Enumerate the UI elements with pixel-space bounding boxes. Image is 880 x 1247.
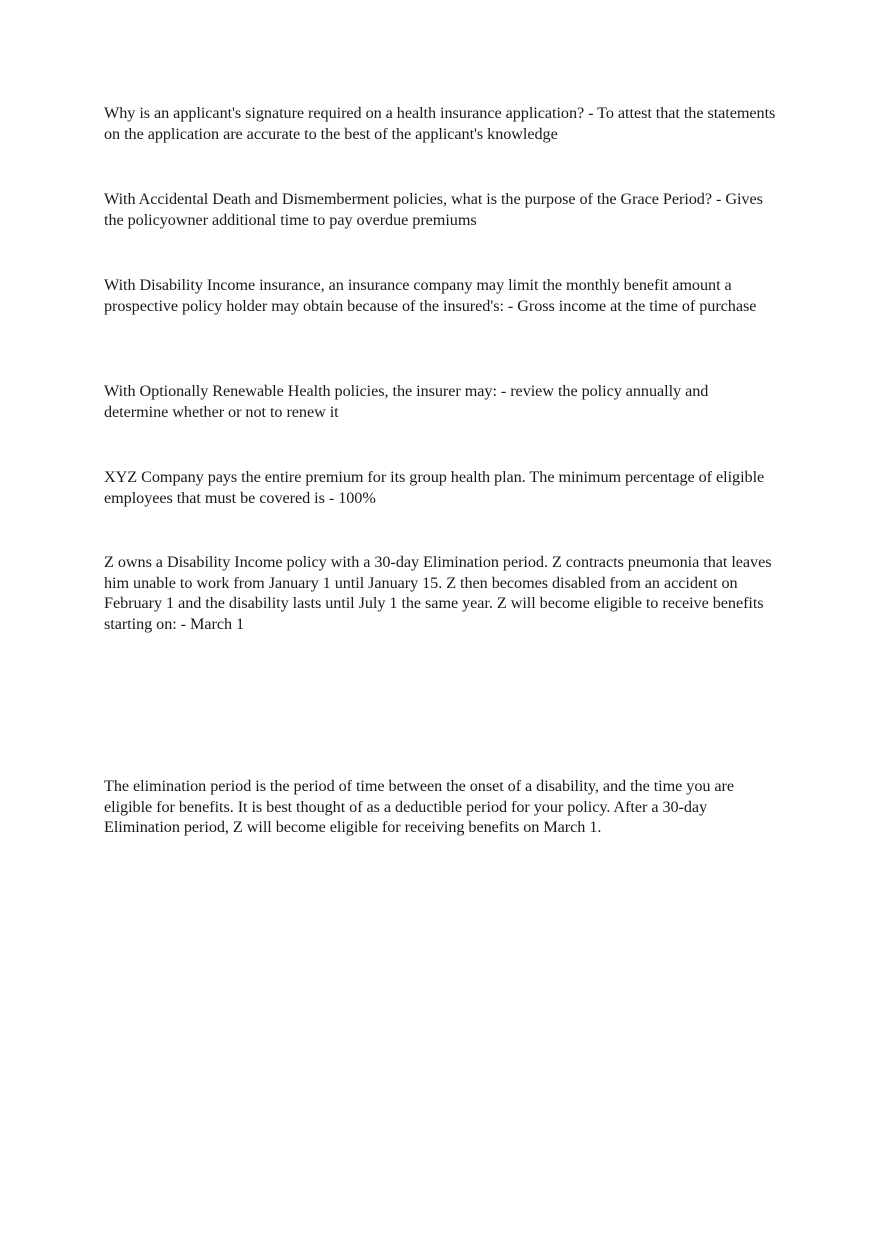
explanation-paragraph: The elimination period is the period of time between the onset of a disability, and the time you are eligible for benefits. It is best thought of as a deductible period for your policy. After a 30-day Elimination period, Z will become eligible for receiving benefits on March 1. [104, 777, 735, 837]
qa-item-grace-period: With Accidental Death and Dismemberment policies, what is the purpose of the Grace Period? - Gives the policyowner additional time to pay overdue premiums [104, 190, 763, 229]
qa-item-benefit-limit: With Disability Income insurance, an insurance company may limit the monthly benefit amount a prospective policy holder may obtain because of the insured's: - Gross income at the time of purchase [104, 276, 757, 315]
qa-item-group-plan-participation: XYZ Company pays the entire premium for its group health plan. The minimum percentage of eligible employees that must be covered is - 100% [104, 468, 765, 507]
qa-item-optionally-renewable: With Optionally Renewable Health policies, the insurer may: - review the policy annually and determine whether or not to renew it [104, 382, 709, 421]
qa-item-elimination-period: Z owns a Disability Income policy with a 30-day Elimination period. Z contracts pneumonia that leaves him unable to work from January 1 until January 15. Z then becomes disabled from an accident on February 1 and the disability lasts until July 1 the same year. Z will become eligible to receive benefits starting on: - March 1 [104, 553, 772, 633]
qa-item-signature: Why is an applicant's signature required on a health insurance application? - To attest that the statements on the application are accurate to the best of the applicant's knowledge [104, 104, 776, 143]
